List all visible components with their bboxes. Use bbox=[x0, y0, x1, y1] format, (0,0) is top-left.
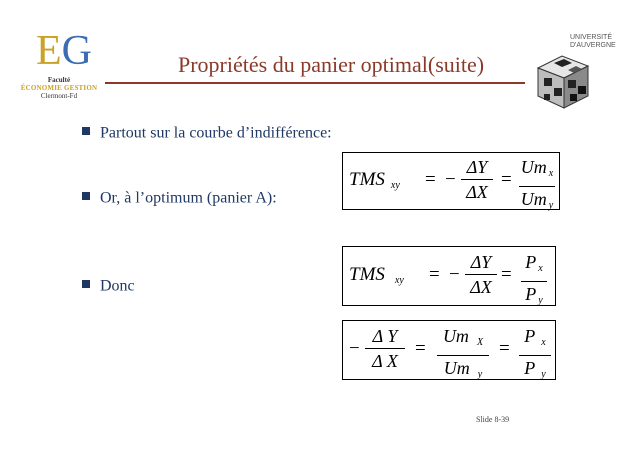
formula-3-den2: Um bbox=[443, 358, 470, 378]
logo-line-1: Faculté bbox=[47, 76, 71, 84]
formula-2-den2: P bbox=[525, 284, 537, 304]
faculty-logo bbox=[20, 30, 98, 98]
formula-3-eq2: = bbox=[499, 338, 510, 359]
formula-1-frac1 bbox=[461, 157, 493, 202]
formula-3-den2-sub: y bbox=[477, 369, 483, 380]
bullet-square-icon bbox=[82, 192, 90, 200]
formula-2-lhs: TMS bbox=[349, 264, 385, 285]
formula-2-frac1 bbox=[465, 252, 497, 297]
bullet-1-text: Partout sur la courbe d’indifférence: bbox=[100, 124, 332, 142]
university-logo bbox=[530, 34, 616, 114]
bullet-square-icon bbox=[82, 280, 90, 288]
formula-1-eq2: = bbox=[501, 169, 512, 190]
formula-3-eq1: = bbox=[415, 338, 426, 359]
formula-1-lhs: TMS bbox=[349, 169, 385, 190]
formula-3-num2: Um bbox=[442, 326, 469, 346]
formula-2-den2-sub: y bbox=[538, 295, 543, 306]
university-line-2: D'AUVERGNE bbox=[570, 42, 616, 49]
formula-1-eq1: = bbox=[425, 169, 436, 190]
logo-letter-e: E bbox=[36, 28, 62, 74]
formula-3-den3: P bbox=[524, 358, 536, 378]
university-line-1: UNIVERSITÉ bbox=[570, 34, 613, 41]
formula-1-lhs-sub: xy bbox=[390, 180, 400, 191]
bullet-3 bbox=[82, 276, 135, 296]
formula-3-num3-sub: x bbox=[541, 337, 546, 348]
formula-3-num2-sub: X bbox=[476, 337, 484, 348]
formula-2 bbox=[342, 246, 556, 306]
formula-1-frac2 bbox=[519, 157, 555, 216]
formula-2-num1: ΔY bbox=[470, 252, 492, 272]
logo-letters bbox=[36, 30, 92, 72]
formula-3-frac2 bbox=[437, 326, 489, 385]
logo-line-2: ÉCONOMIE GESTION bbox=[20, 84, 98, 92]
formula-3-minus: − bbox=[349, 338, 360, 359]
formula-2-num2-sub: x bbox=[538, 263, 543, 274]
slide-title: Propriétés du panier optimal(suite) bbox=[178, 52, 485, 77]
bullet-1 bbox=[82, 123, 332, 143]
formula-2-num2: P bbox=[525, 252, 537, 272]
bullet-2 bbox=[82, 188, 277, 208]
formula-2-lhs-sub: xy bbox=[394, 275, 404, 286]
formula-2-frac2 bbox=[521, 252, 547, 311]
bullet-square-icon bbox=[82, 127, 90, 135]
logo-line-3: Clermont-Fd bbox=[40, 92, 78, 100]
formula-3-num1: Δ Y bbox=[372, 326, 398, 346]
logo-letter-g: G bbox=[61, 28, 92, 74]
formula-1-den2: Um bbox=[520, 189, 547, 209]
slide-number: Slide 8-39 bbox=[476, 415, 510, 424]
formula-3-den1: Δ X bbox=[372, 351, 398, 371]
formula-2-minus: − bbox=[449, 264, 460, 285]
formula-1-num2-sub: x bbox=[548, 168, 554, 179]
formula-3 bbox=[342, 320, 556, 380]
formula-3-frac3 bbox=[519, 326, 551, 385]
bullet-3-text: Donc bbox=[100, 277, 135, 295]
formula-2-eq1: = bbox=[429, 264, 440, 285]
formula-1 bbox=[342, 152, 560, 210]
title-underline bbox=[105, 82, 525, 84]
formula-3-frac1 bbox=[365, 326, 405, 371]
formula-2-eq2: = bbox=[501, 264, 512, 285]
formula-1-num1: ΔY bbox=[466, 157, 488, 177]
bullet-2-text: Or, à l’optimum (panier A): bbox=[100, 189, 277, 207]
formula-3-den3-sub: y bbox=[541, 369, 546, 380]
formula-1-minus: − bbox=[445, 169, 456, 190]
formula-3-num3: P bbox=[524, 326, 536, 346]
formula-1-den1: ΔX bbox=[466, 182, 488, 202]
formula-1-num2: Um bbox=[520, 157, 547, 177]
formula-2-den1: ΔX bbox=[470, 277, 492, 297]
cube-logo-icon bbox=[532, 48, 598, 112]
formula-1-den2-sub: y bbox=[548, 200, 554, 211]
